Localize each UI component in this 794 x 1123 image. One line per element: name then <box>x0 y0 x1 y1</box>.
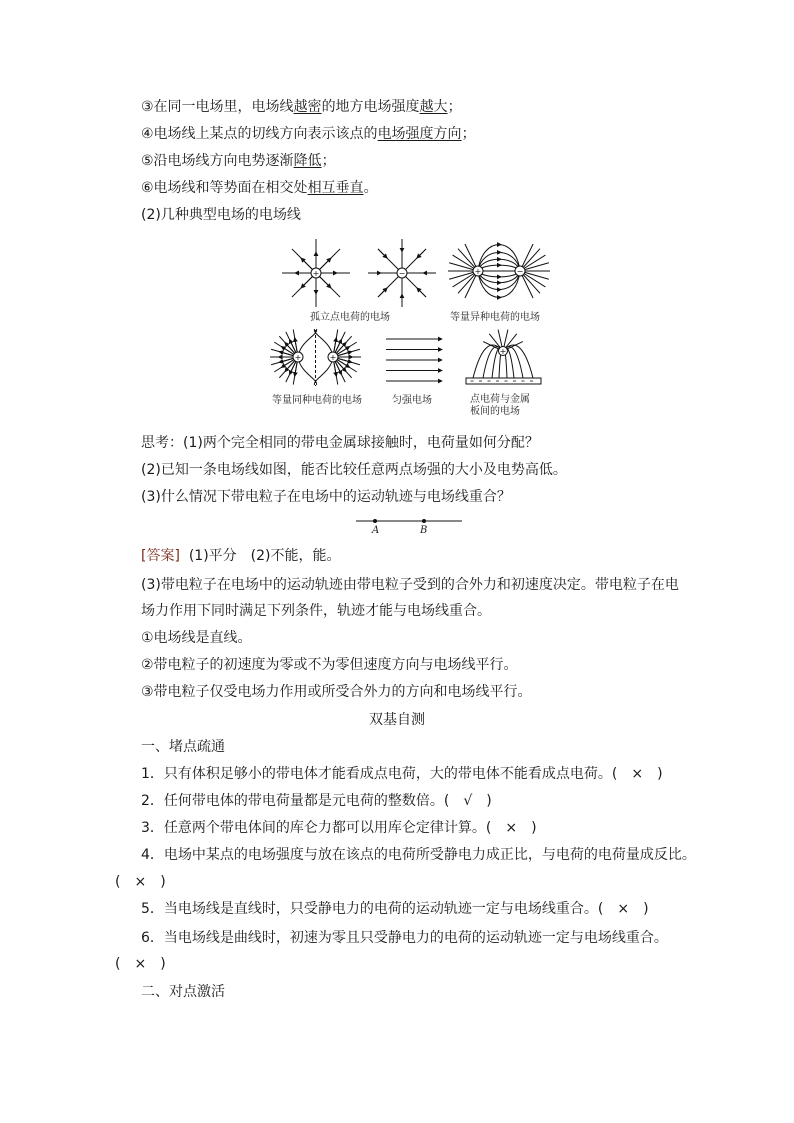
negative-field-arrow <box>378 249 387 258</box>
positive-charge-field <box>282 239 350 307</box>
think-q1: 思考：(1)两个完全相同的带电金属球接触时，电荷量如何分配？ <box>141 435 539 451</box>
positive-field-arrow <box>320 277 331 288</box>
section-title-field-lines: (2)几种典型电场的电场线 <box>141 207 301 223</box>
property-3: ③在同一电场里，电场线越密的地方电场强度越大； <box>141 99 462 115</box>
dipole-line <box>478 271 520 290</box>
self-test-item-6: 6．当电场线是曲线时，初速为零且只受静电力的电荷的运动轨迹一定与电场线重合。 <box>141 930 668 946</box>
negative-field-arrow <box>417 249 426 258</box>
positive-field-arrow <box>301 258 312 269</box>
answer-line-1: [答案] (1)平分 (2)不能，能。 <box>141 548 341 564</box>
uniform-field <box>386 339 442 381</box>
charge-plate-field <box>466 330 541 384</box>
self-test-item-3: 3．任意两个带电体间的库仑力都可以用库仑定律计算。( × ) <box>141 820 537 836</box>
self-test-item-4-answer: ( × ) <box>115 874 166 890</box>
negative-charge-field <box>368 239 436 307</box>
property-4: ④电场线上某点的切线方向表示该点的电场强度方向； <box>141 126 476 142</box>
positive-charge-sign: + <box>312 269 320 278</box>
self-test-part1: 一、堵点疏通 <box>141 739 225 755</box>
self-test-item-6-answer: ( × ) <box>115 956 166 972</box>
answer-condition-1: ①电场线是直线。 <box>141 630 252 646</box>
point-a-label: A <box>372 525 380 536</box>
self-test-title: 双基自测 <box>369 712 425 728</box>
caption-plate-2: 板间的电场 <box>470 406 520 417</box>
answer-tag: [答案] <box>141 548 180 564</box>
caption-unlike-charges: 等量异种电荷的电场 <box>450 312 540 323</box>
negative-field-arrow <box>417 288 426 297</box>
self-test-item-5: 5．当电场线是直线时，只受静电力的电荷的运动轨迹一定与电场线重合。( × ) <box>141 901 649 917</box>
point-b-dot <box>422 519 426 523</box>
self-test-item-4: 4．电场中某点的电场强度与放在该点的电荷所受静电力成正比，与电荷的电荷量成反比。 <box>141 847 696 863</box>
caption-isolated-charge: 孤立点电荷的电场 <box>310 312 390 323</box>
like-charge-right-sign: + <box>329 353 337 362</box>
answer-3-line-2: 场力作用下同时满足下列条件，轨迹才能与电场线重合。 <box>141 603 491 619</box>
answer-condition-3: ③带电粒子仅受电场力作用或所受合外力的方向和电场线平行。 <box>141 684 532 700</box>
unlike-positive-charge-sign: + <box>474 267 482 276</box>
dipole-line <box>478 252 520 271</box>
unlike-charges-field <box>448 244 550 298</box>
answer-condition-2: ②带电粒子的初速度为零或不为零但速度方向与电场线平行。 <box>141 657 518 673</box>
self-test-part2: 二、对点激活 <box>141 984 225 1000</box>
caption-plate-1: 点电荷与金属 <box>470 394 530 405</box>
dipole-line <box>478 271 520 277</box>
property-5: ⑤沿电场线方向电势逐渐降低； <box>141 153 336 169</box>
caption-like-charges: 等量同种电荷的电场 <box>272 395 362 406</box>
unlike-negative-charge-sign: − <box>516 267 524 276</box>
like-charges-field <box>270 329 361 386</box>
positive-field-arrow <box>320 258 331 269</box>
field-lines-figure <box>0 0 794 420</box>
point-b-label: B <box>420 525 428 536</box>
think-q2: (2)已知一条电场线如图，能否比较任意两点场强的大小及电势高低。 <box>141 462 567 478</box>
plate-point-charge-sign: + <box>499 347 507 356</box>
point-a-dot <box>373 519 377 523</box>
self-test-item-1: 1．只有体积足够小的带电体才能看成点电荷，大的带电体不能看成点电荷。( × ) <box>141 766 663 782</box>
negative-field-arrow <box>378 288 387 297</box>
like-charge-left-sign: + <box>294 353 302 362</box>
answer-3-line-1: (3)带电粒子在电场中的运动轨迹由带电粒子受到的合外力和初速度决定。带电粒子在电 <box>141 577 679 593</box>
property-6: ⑥电场线和等势面在相交处相互垂直。 <box>141 180 378 196</box>
negative-charge-sign: − <box>398 269 406 278</box>
self-test-item-2: 2．任何带电体的带电荷量都是元电荷的整数倍。( √ ) <box>141 793 492 809</box>
think-q3: (3)什么情况下带电粒子在电场中的运动轨迹与电场线重合？ <box>141 489 511 505</box>
caption-uniform-field: 匀强电场 <box>392 395 432 406</box>
positive-field-arrow <box>301 277 312 288</box>
dipole-line <box>478 265 520 271</box>
metal-plate <box>466 378 541 384</box>
